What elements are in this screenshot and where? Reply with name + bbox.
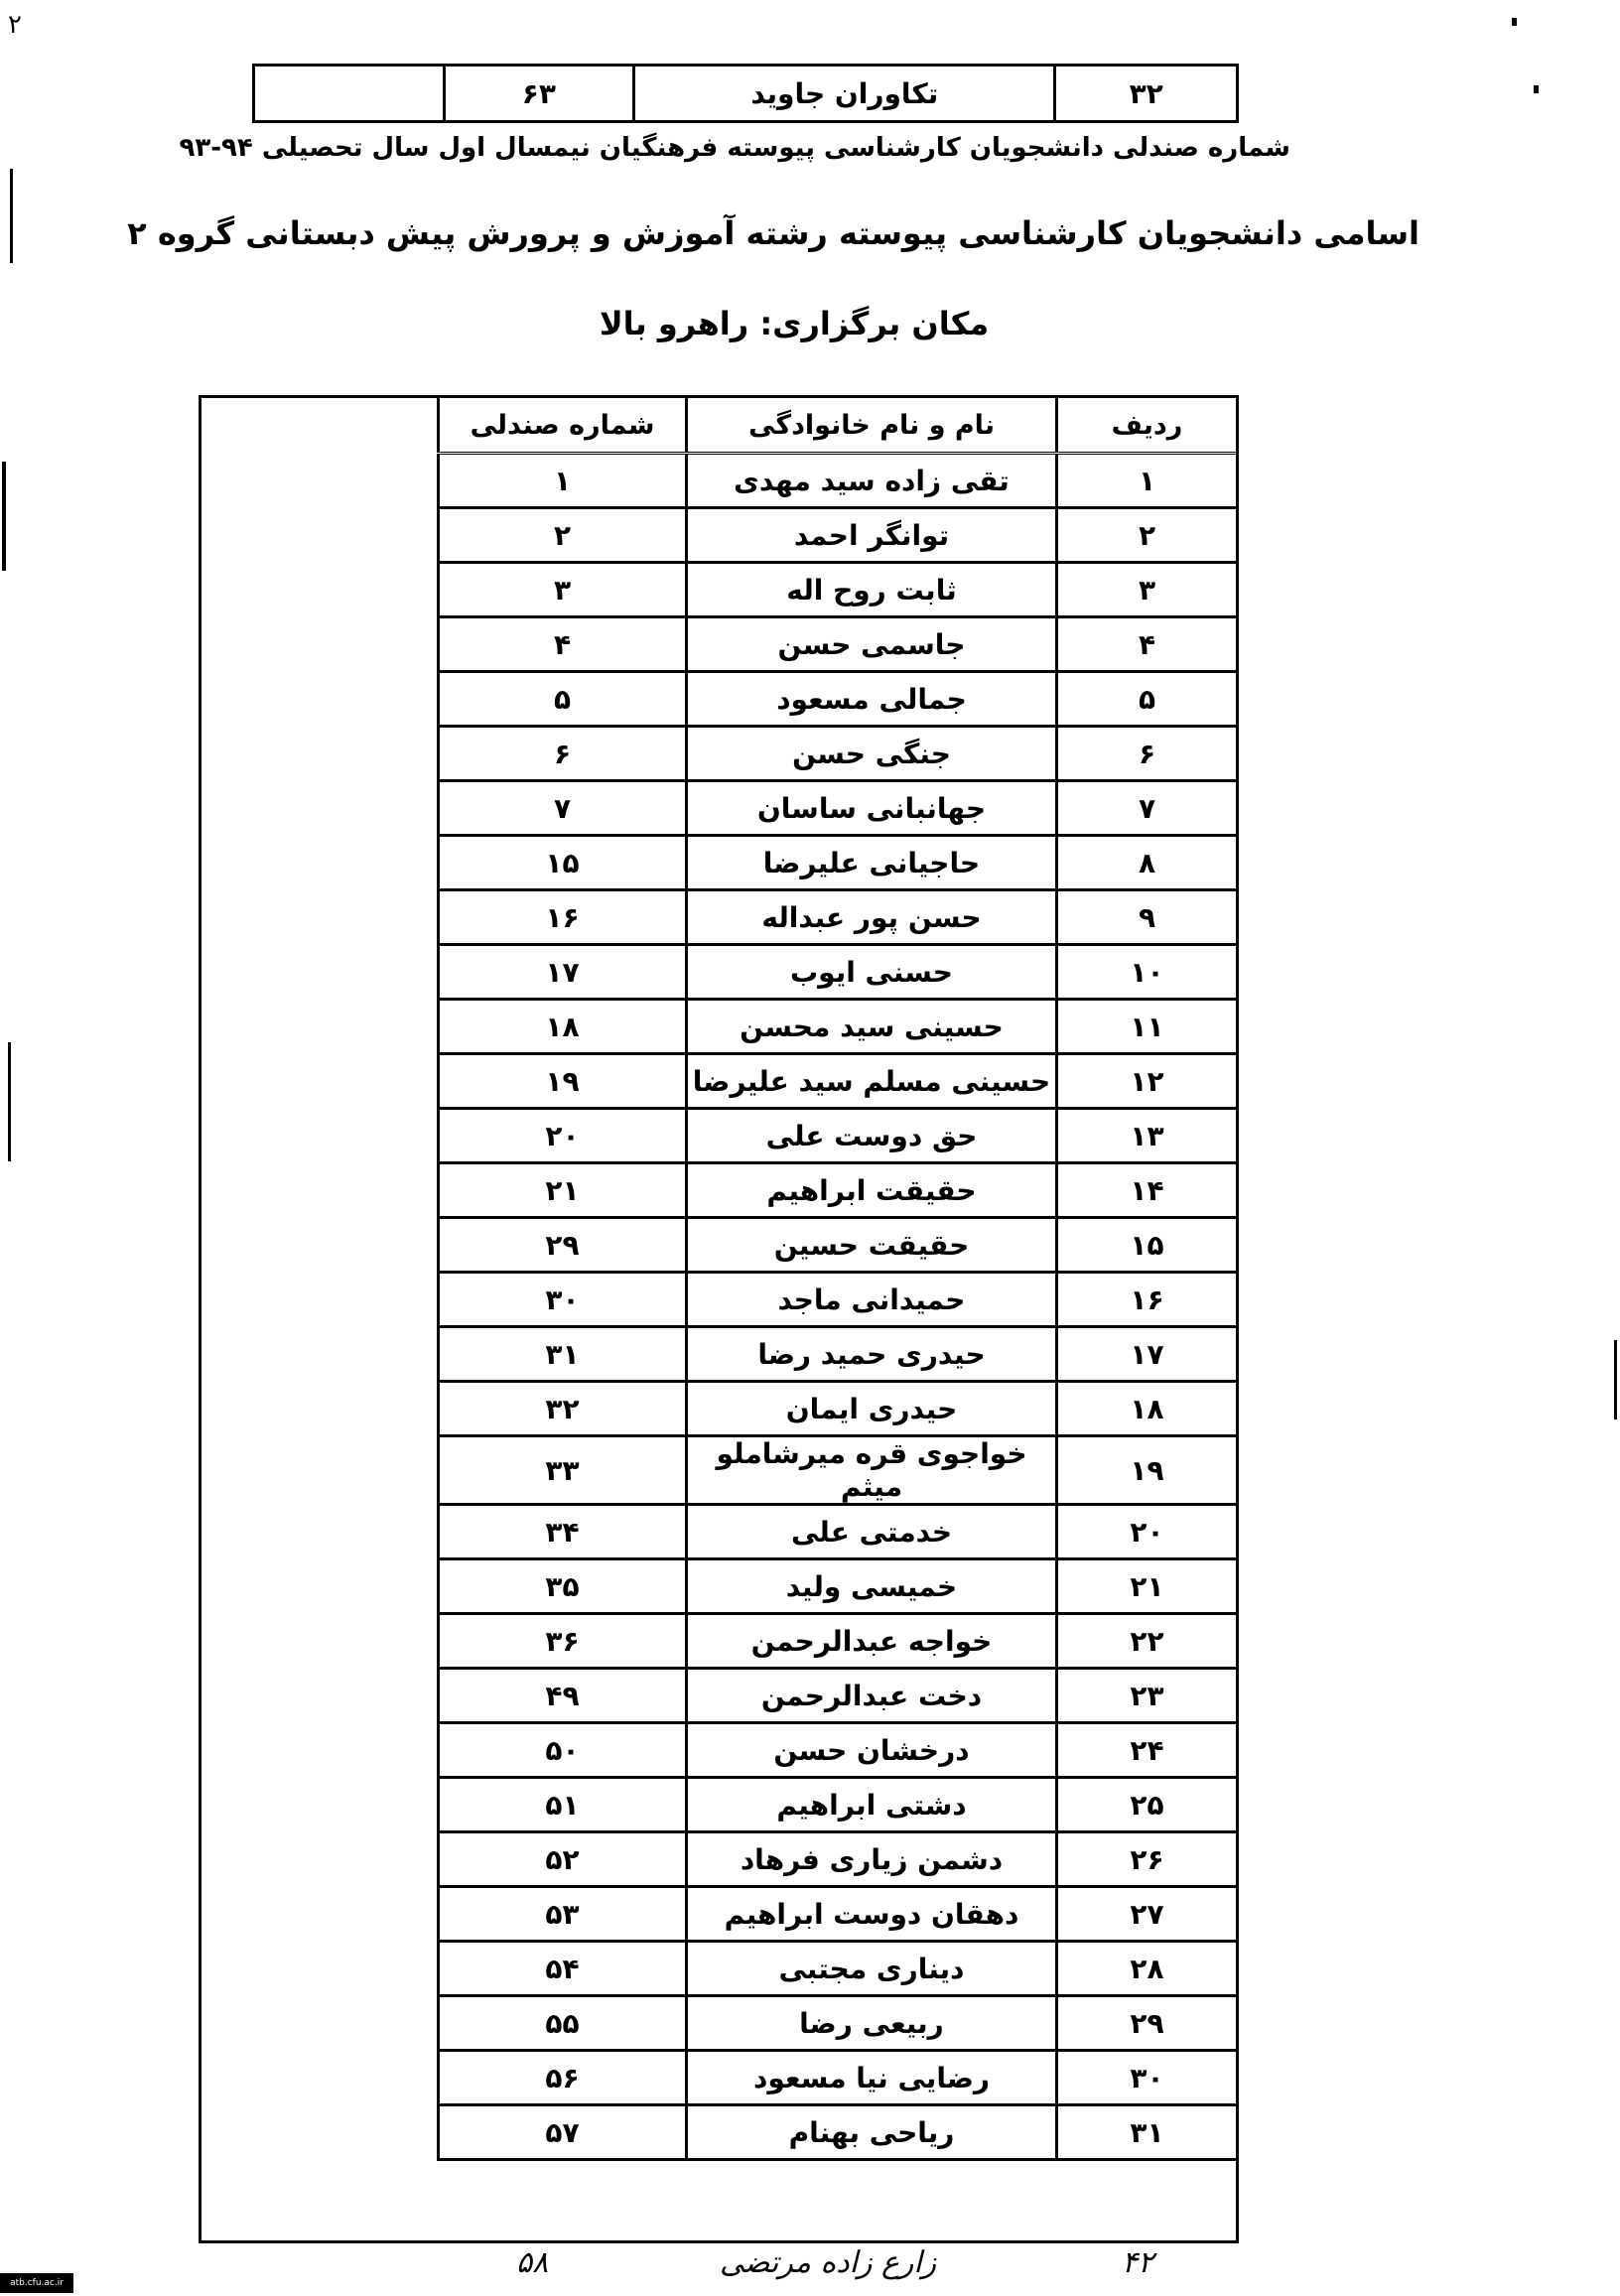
name-cell: حسینی سید محسن <box>687 1000 1057 1054</box>
table-row <box>439 945 1238 1000</box>
handwritten-name: زارع زاده مرتضی <box>720 2245 937 2280</box>
name-cell: حسنی ایوب <box>687 945 1057 1000</box>
scan-edge-line <box>10 169 13 263</box>
name-cell: جمالی مسعود <box>687 672 1057 727</box>
seat-cell: ۱۵ <box>439 836 687 890</box>
seat-cell: ۱۸ <box>439 1000 687 1054</box>
table-row <box>439 454 1238 508</box>
seat-cell: ۵۵ <box>439 1996 687 2051</box>
name-cell: حسن پور عبداله <box>687 890 1057 945</box>
row-number-cell: ۲۳ <box>1057 1669 1238 1723</box>
table-row <box>439 1273 1238 1327</box>
table-row <box>439 1669 1238 1723</box>
seat-cell: ۳۴ <box>439 1505 687 1559</box>
name-cell: خواجوی قره میرشاملو میثم <box>687 1436 1057 1505</box>
seat-cell: ۱۶ <box>439 890 687 945</box>
seat-cell: ۵ <box>439 672 687 727</box>
row-number-cell: ۲ <box>1057 508 1238 563</box>
row-number-cell: ۱۱ <box>1057 1000 1238 1054</box>
seat-cell: ۲۱ <box>439 1163 687 1218</box>
table-row <box>439 1996 1238 2051</box>
seat-cell: ۳۱ <box>439 1327 687 1382</box>
seat-cell: ۳۰ <box>439 1273 687 1327</box>
table-row <box>439 1614 1238 1669</box>
table-row <box>439 1163 1238 1218</box>
table-row <box>439 836 1238 890</box>
seat-cell: ۱ <box>439 454 687 508</box>
row-number-cell: ۲۲ <box>1057 1614 1238 1669</box>
name-cell: ریاحی بهنام <box>687 2105 1057 2160</box>
row-number-cell: ۱۸ <box>1057 1382 1238 1436</box>
page-title: اسامی دانشجویان کارشناسی پیوسته رشته آموزش و پرورش پیش دبستانی گروه ۲ <box>127 214 1419 252</box>
scan-edge-line <box>8 1042 11 1161</box>
table-row <box>439 563 1238 617</box>
row-number-cell: ۳۱ <box>1057 2105 1238 2160</box>
table-row <box>439 1109 1238 1163</box>
table-row <box>439 617 1238 672</box>
top-row-extra <box>254 66 445 122</box>
table-row <box>439 1942 1238 1996</box>
name-cell: رضایی نیا مسعود <box>687 2051 1057 2105</box>
seat-cell: ۵۷ <box>439 2105 687 2160</box>
table-row <box>439 2051 1238 2105</box>
header-seat: شماره صندلی <box>439 397 687 454</box>
row-number-cell: ۵ <box>1057 672 1238 727</box>
top-row-seat: ۶۳ <box>444 66 634 122</box>
table-body <box>439 454 1238 2160</box>
table-row <box>439 1887 1238 1942</box>
handwritten-row <box>516 2245 1211 2293</box>
row-number-cell: ۹ <box>1057 890 1238 945</box>
scan-edge-line <box>2 462 6 571</box>
table-row <box>439 1723 1238 1778</box>
table-row <box>439 1778 1238 1832</box>
row-number-cell: ۲۵ <box>1057 1778 1238 1832</box>
row-number-cell: ۲۹ <box>1057 1996 1238 2051</box>
students-table <box>437 395 1239 2161</box>
seat-cell: ۷ <box>439 781 687 836</box>
header-row-number: ردیف <box>1057 397 1238 454</box>
top-row-table <box>252 64 1239 123</box>
seat-cell: ۶ <box>439 727 687 781</box>
table-row <box>439 508 1238 563</box>
row-number-cell: ۳۰ <box>1057 2051 1238 2105</box>
table-row <box>439 1000 1238 1054</box>
row-number-cell: ۲۷ <box>1057 1887 1238 1942</box>
table-row <box>439 672 1238 727</box>
row-number-cell: ۱۴ <box>1057 1163 1238 1218</box>
handwritten-row-number: ۴۲ <box>1122 2245 1154 2280</box>
row-number-cell: ۸ <box>1057 836 1238 890</box>
venue-line: مکان برگزاری: راهرو بالا <box>599 305 990 342</box>
seat-cell: ۵۰ <box>439 1723 687 1778</box>
table-row <box>439 1327 1238 1382</box>
seat-cell: ۵۱ <box>439 1778 687 1832</box>
scan-dot <box>1534 85 1539 93</box>
scan-dot <box>1512 18 1517 26</box>
seat-cell: ۳۳ <box>439 1436 687 1505</box>
table-row <box>439 727 1238 781</box>
name-cell: حقیقت حسین <box>687 1218 1057 1273</box>
name-cell: دهقان دوست ابراهیم <box>687 1887 1057 1942</box>
name-cell: جنگی حسن <box>687 727 1057 781</box>
row-number-cell: ۲۰ <box>1057 1505 1238 1559</box>
row-number-cell: ۴ <box>1057 617 1238 672</box>
seat-cell: ۵۲ <box>439 1832 687 1887</box>
top-row-name: تکاوران جاوید <box>634 66 1055 122</box>
seat-cell: ۵۶ <box>439 2051 687 2105</box>
name-cell: توانگر احمد <box>687 508 1057 563</box>
name-cell: خمیسی ولید <box>687 1559 1057 1614</box>
name-cell: حسینی مسلم سید علیرضا <box>687 1054 1057 1109</box>
row-number-cell: ۱ <box>1057 454 1238 508</box>
top-row-number: ۳۲ <box>1055 66 1238 122</box>
row-number-cell: ۱۷ <box>1057 1327 1238 1382</box>
table-header-row <box>439 397 1238 454</box>
table-row <box>439 1054 1238 1109</box>
header-name: نام و نام خانوادگی <box>687 397 1057 454</box>
name-cell: تقی زاده سید مهدی <box>687 454 1057 508</box>
seat-cell: ۲ <box>439 508 687 563</box>
seat-cell: ۳۲ <box>439 1382 687 1436</box>
seat-cell: ۱۹ <box>439 1054 687 1109</box>
row-number-cell: ۱۵ <box>1057 1218 1238 1273</box>
row-number-cell: ۱۹ <box>1057 1436 1238 1505</box>
name-cell: خدمتی علی <box>687 1505 1057 1559</box>
table-row <box>439 2105 1238 2160</box>
scan-edge-line <box>1614 1340 1617 1419</box>
name-cell: دشمن زیاری فرهاد <box>687 1832 1057 1887</box>
name-cell: دیناری مجتبی <box>687 1942 1057 1996</box>
table-row <box>439 1382 1238 1436</box>
table-row <box>439 1505 1238 1559</box>
seat-cell: ۴۹ <box>439 1669 687 1723</box>
seat-cell: ۳ <box>439 563 687 617</box>
footer-tag: atb.cfu.ac.ir <box>0 2273 73 2293</box>
name-cell: حمیدانی ماجد <box>687 1273 1057 1327</box>
row-number-cell: ۶ <box>1057 727 1238 781</box>
seat-cell: ۲۹ <box>439 1218 687 1273</box>
seat-cell: ۱۷ <box>439 945 687 1000</box>
name-cell: دشتی ابراهیم <box>687 1778 1057 1832</box>
name-cell: ربیعی رضا <box>687 1996 1057 2051</box>
name-cell: حق دوست علی <box>687 1109 1057 1163</box>
name-cell: حقیقت ابراهیم <box>687 1163 1057 1218</box>
row-number-cell: ۲۸ <box>1057 1942 1238 1996</box>
table-row <box>439 890 1238 945</box>
seat-cell: ۴ <box>439 617 687 672</box>
row-number-cell: ۲۱ <box>1057 1559 1238 1614</box>
name-cell: خواجه عبدالرحمن <box>687 1614 1057 1669</box>
seat-cell: ۳۵ <box>439 1559 687 1614</box>
row-number-cell: ۱۳ <box>1057 1109 1238 1163</box>
row-number-cell: ۷ <box>1057 781 1238 836</box>
name-cell: درخشان حسن <box>687 1723 1057 1778</box>
name-cell: حیدری ایمان <box>687 1382 1057 1436</box>
row-number-cell: ۱۰ <box>1057 945 1238 1000</box>
seat-cell: ۵۴ <box>439 1942 687 1996</box>
row-number-cell: ۱۲ <box>1057 1054 1238 1109</box>
row-number-cell: ۲۶ <box>1057 1832 1238 1887</box>
handwritten-seat: ۵۸ <box>516 2245 549 2280</box>
table-row <box>439 781 1238 836</box>
name-cell: ثابت روح اله <box>687 563 1057 617</box>
table-row <box>439 1559 1238 1614</box>
seat-cell: ۲۰ <box>439 1109 687 1163</box>
page-number: ۲ <box>8 10 22 40</box>
name-cell: حیدری حمید رضا <box>687 1327 1057 1382</box>
seat-cell: ۳۶ <box>439 1614 687 1669</box>
table-row <box>439 1436 1238 1505</box>
seat-cell: ۵۳ <box>439 1887 687 1942</box>
row-number-cell: ۱۶ <box>1057 1273 1238 1327</box>
name-cell: حاجیانی علیرضا <box>687 836 1057 890</box>
table-row <box>439 1832 1238 1887</box>
row-number-cell: ۲۴ <box>1057 1723 1238 1778</box>
name-cell: جاسمی حسن <box>687 617 1057 672</box>
name-cell: جهانبانی ساسان <box>687 781 1057 836</box>
name-cell: دخت عبدالرحمن <box>687 1669 1057 1723</box>
table-row <box>254 66 1238 122</box>
semester-line: شماره صندلی دانشجویان کارشناسی پیوسته فرهنگیان نیمسال اول سال تحصیلی ۹۴-۹۳ <box>179 133 1290 163</box>
row-number-cell: ۳ <box>1057 563 1238 617</box>
table-row <box>439 1218 1238 1273</box>
